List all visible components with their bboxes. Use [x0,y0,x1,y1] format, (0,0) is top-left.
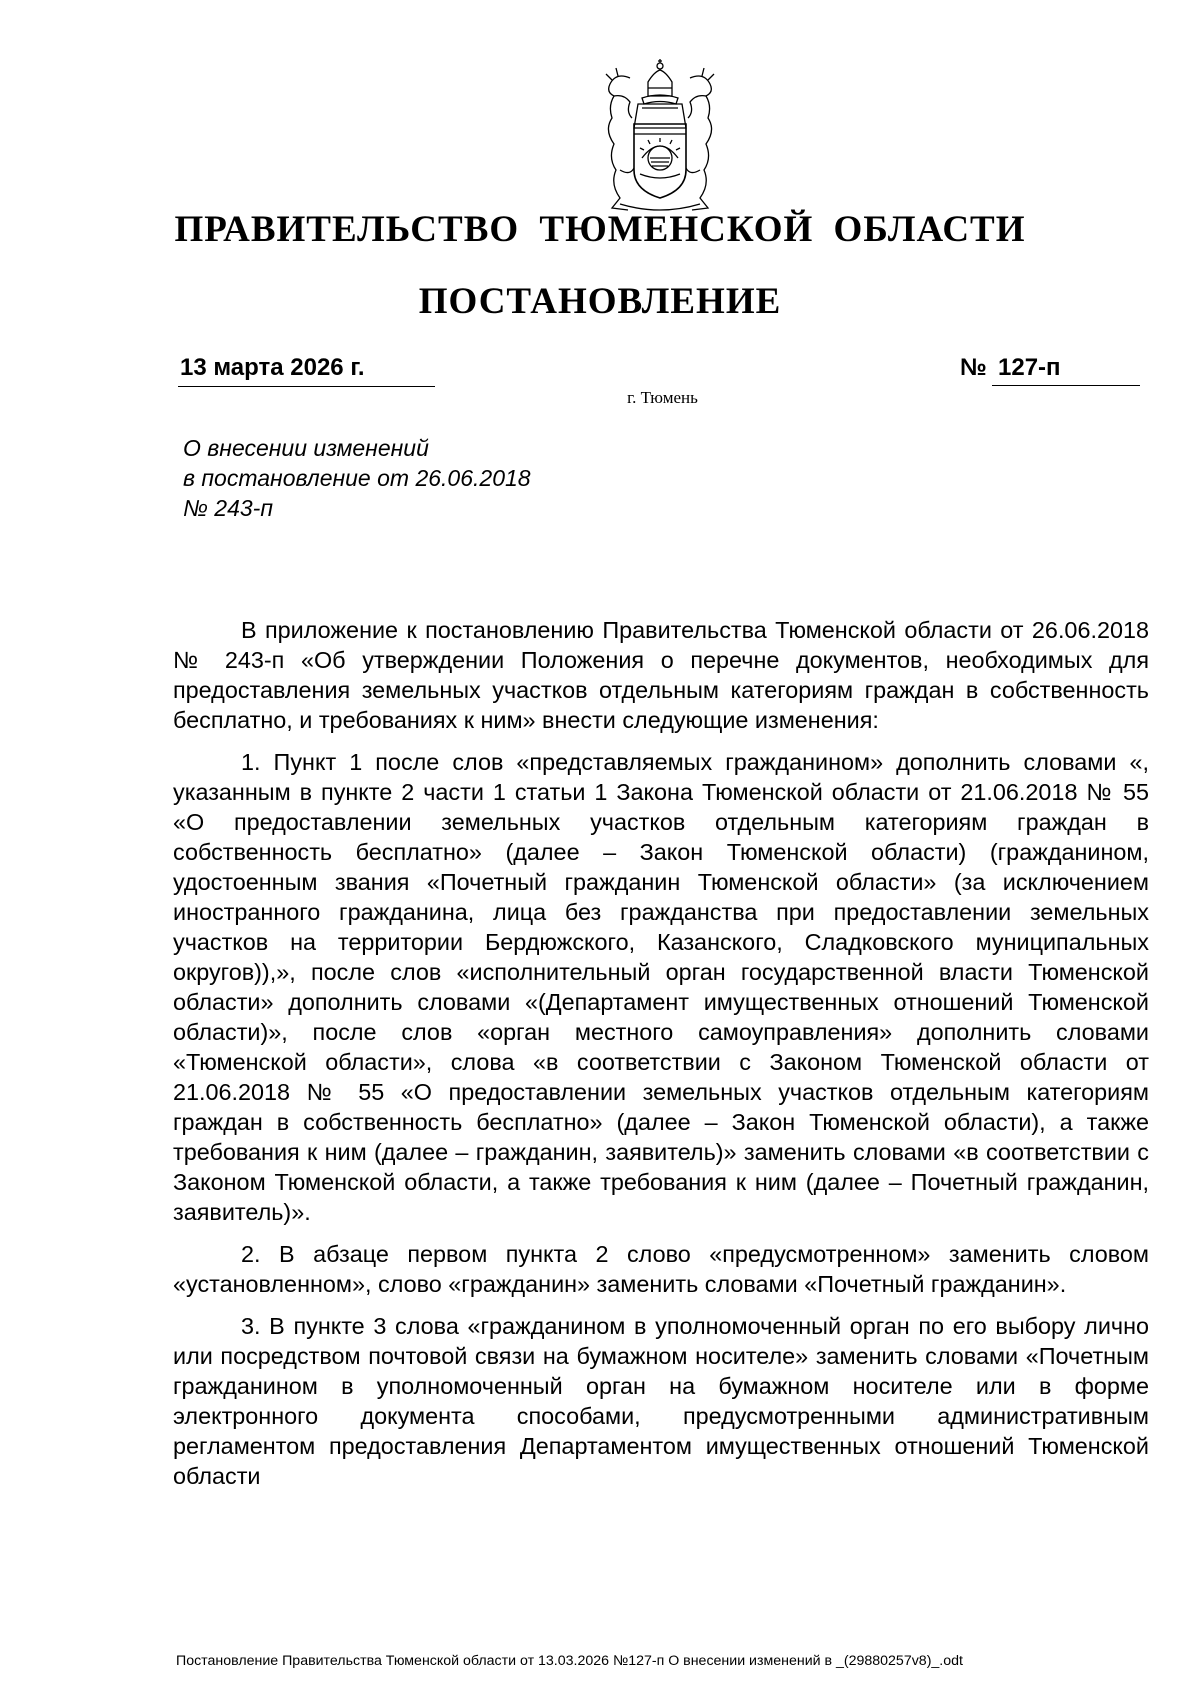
body-paragraph-intro: В приложение к постановлению Правительства Тюменской области от 26.06.2018 № 243-п «Об утверждении Положения о перечне документов, необходимых для предоставления земельных участков отдельным категориям граждан в собственность бесплатно, и требованиях к ним» внести следующие изменения: [173,617,1149,733]
subject-line: О внесении изменений [183,435,429,461]
document-date [178,350,435,387]
document-body [173,615,1149,1503]
body-paragraph-item-1: 1. Пункт 1 после слов «представляемых гражданином» дополнить словами «, указанным в пункте 2 части 1 статьи 1 Закона Тюменской области от 21.06.2018 № 55 «О предоставлении земельных участков отдельным категориям граждан в собственность бесплатно» (далее – Закон Тюменской области) (гражданином, удостоенным звания «Почетный гражданин Тюменской области» (за исключением иностранного гражданина, лица без гражданства при предоставлении земельных участков на территории Бердюжского, Казанского, Сладковского муниципальных округов)),», после слов «исполнительный орган государственной власти Тюменской области» дополнить словами «(Департамент имущественных отношений Тюменской области)», после слов «орган местного самоуправления» дополнить словами «Тюменской области», слова «в соответствии с Законом Тюменской области от 21.06.2018 № 55 «О предоставлении земельных участков отдельным категориям граждан в собственность бесплатно» (далее – Закон Тюменской области), а также требования к ним (далее – гражданин, заявитель)» заменить словами «в соответствии с Законом Тюменской области, а также требования к ним (далее – Почетный гражданин, заявитель)». [173,749,1149,1225]
tyumen-oblast-coat-of-arms-icon [590,58,730,216]
document-number-value: 127-п [992,350,1140,386]
document-subject [183,433,703,523]
subject-line: в постановление от 26.06.2018 [183,465,531,491]
government-title: ПРАВИТЕЛЬСТВО ТЮМЕНСКОЙ ОБЛАСТИ [174,209,1026,250]
city: г. Тюмень [627,388,698,407]
number-sign: № [960,354,987,381]
document-number [960,350,1140,386]
body-paragraph-item-2: 2. В абзаце первом пункта 2 слово «предусмотренном» заменить словом «установленном», слово «гражданин» заменить словами «Почетный гражданин». [173,1241,1149,1297]
body-paragraph-item-3: 3. В пункте 3 слова «гражданином в уполномоченный орган по его выбору лично или посредством почтовой связи на бумажном носителе» заменить словами «Почетным гражданином в уполномоченный орган на бумажном носителе или в форме электронного документа способами, предусмотренными административным регламентом предоставления Департаментом имущественных отношений Тюменской области [173,1313,1149,1489]
page-footer: Постановление Правительства Тюменской области от 13.03.2026 №127-п О внесении изменений в _(29880257v8)_.odt [176,1653,963,1669]
subject-line: № 243-п [183,495,273,521]
document-date-value: 13 марта 2026 г. [180,354,365,381]
document-type: ПОСТАНОВЛЕНИЕ [418,281,782,322]
